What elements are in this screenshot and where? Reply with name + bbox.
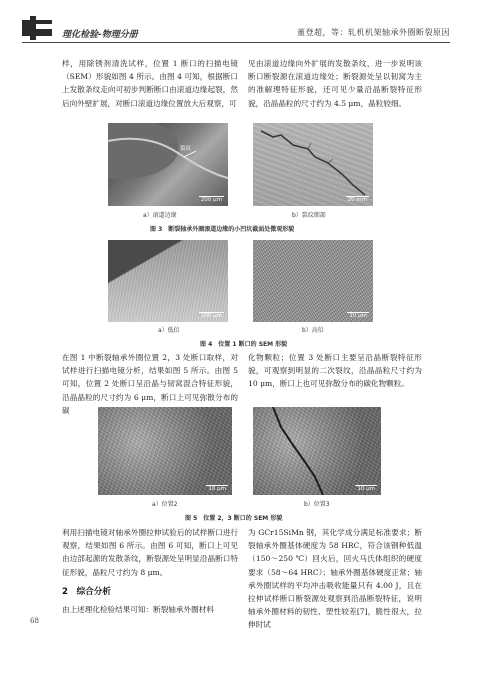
- fig5a-label: a）位置2: [152, 501, 178, 508]
- fig4a-scale: 200 μm: [200, 313, 222, 319]
- para2-left: 在图 1 中断裂轴承外圈位置 2，3 处断口取样，对试样进行扫描电镜分析，结果如图 5 所示。由图 5 可知，位置 2 处断口呈沿晶与韧窝混合特征形貌，沿晶晶粒的尺寸约为 6 μm，断口上可见弥散分布的碳: [62, 353, 238, 415]
- fig5b-label: b）位置3: [304, 501, 330, 508]
- fig3b-crack-icon: [253, 123, 373, 206]
- fig4a-image: [108, 240, 228, 322]
- fig5b-scale: 10 μm: [357, 486, 375, 492]
- para1-right: 见由滚道边缘向外扩展的发散条纹，进一步说明该断口断裂源在滚道边缘处；断裂源处呈以韧窝为主的准解理特征形貌，还可见少量沿晶断裂特征形貌，沿晶晶粒的尺寸约为 4.5 μm，晶粒较细。: [248, 59, 422, 108]
- para3-right: 为 GCr15SiMn 钢，其化学成分满足标准要求；断裂轴承外圈基体硬度为 58 HRC，符合该钢种低温（150～250 ℃）回火后，回火马氏体组织的硬度要求（58～64 HRC）；轴承外圈基体硬度正常；轴承外圈试样的平均冲击吸收能量只有 4.00 J，且在拉伸试样断口断裂源处观察到沿晶断裂特征，说明轴承外圈材料的韧性、塑性较差[7]，脆性很大，拉伸时试: [248, 528, 422, 630]
- fig4b-label: b）高倍: [302, 327, 324, 334]
- fig3a-label: a）滚道边缘: [143, 212, 177, 219]
- journal-logo-icon: [22, 16, 62, 40]
- fig3a-scale: 200 μm: [200, 197, 222, 203]
- fig5b-image: [253, 407, 381, 495]
- section-heading: 2 综合分析: [62, 587, 111, 597]
- fig5-caption: 图 5 位置 2，3 断口的 SEM 形貌: [185, 515, 283, 522]
- section-text: 由上述理化检验结果可知：断裂轴承外圈材料: [62, 605, 214, 614]
- fig3b-image: [253, 123, 373, 206]
- fig3b-label: b）裂纹细部: [292, 212, 326, 219]
- fig5a-image: [98, 407, 232, 495]
- fig3a-image: [108, 123, 228, 206]
- fig3a-annotation: 裂纹: [180, 146, 192, 152]
- para1-left: 样，用除锈剂清洗试样，位置 1 断口的扫描电镜（SEM）形貌如图 4 所示。由图 4 可知，根据断口上发散条纹走向可初步判断断口由滚道边缘起裂，然后向外壁扩展，对断口滚道边缘位置放大后观察，可: [62, 59, 238, 108]
- fig5b-secondary-crack-icon: [253, 407, 381, 495]
- fig3a-crack-arrow-icon: [108, 123, 228, 206]
- fig5a-scale: 10 μm: [208, 486, 226, 492]
- fig4b-image: [253, 240, 373, 322]
- fig4a-label: a）低倍: [158, 327, 180, 334]
- header-divider: [22, 42, 450, 43]
- fig4b-scale: 10 μm: [349, 313, 367, 319]
- fig3b-scale: 20 mm: [347, 197, 367, 203]
- running-title: 董登超，等：轧机机架轴承外圈断裂原因: [297, 28, 450, 37]
- page-number: 68: [30, 617, 39, 625]
- para2-right: 化物颗粒；位置 3 处断口主要呈沿晶断裂特征形貌，可观察到明显的二次裂纹，沿晶晶粒尺寸约为 10 μm，断口上也可见弥散分布的碳化物颗粒。: [248, 353, 422, 389]
- para3-left: 利用扫描电镜对轴承外圈拉伸试验后的试样断口进行观察，结果如图 6 所示。由图 6 可知，断口上可见由边部起源的发散条纹，断裂源处呈明显沿晶断口特征形貌，晶粒尺寸约为 8 μm。: [62, 528, 238, 577]
- fig4-caption: 图 4 位置 1 断口的 SEM 形貌: [200, 341, 288, 348]
- journal-name: 理化检验-物理分册: [62, 30, 138, 40]
- fig3-caption: 图 3 断裂轴承外圈滚道边缘的小凹坑截面处微观形貌: [150, 226, 295, 233]
